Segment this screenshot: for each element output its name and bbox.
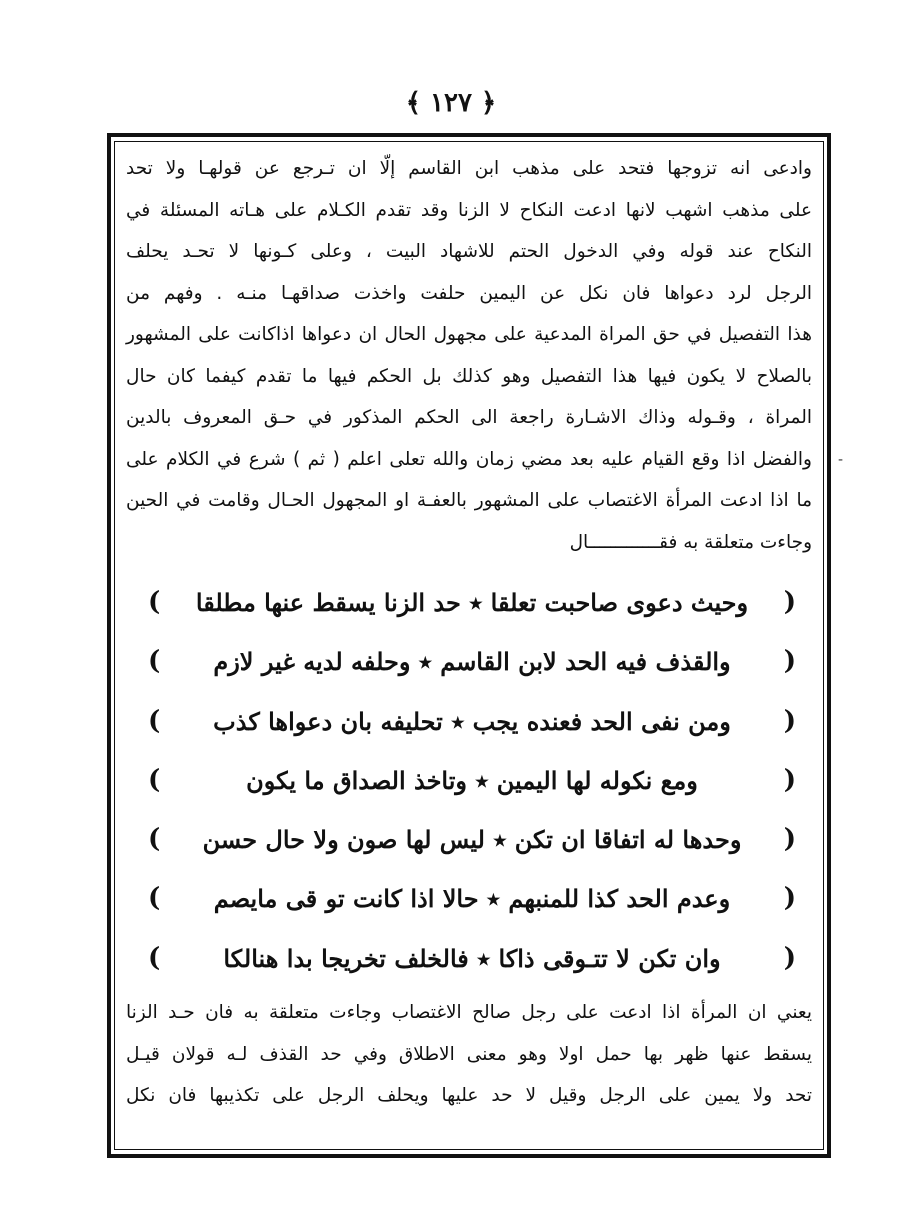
- close-paren: ): [148, 764, 161, 795]
- open-paren: (: [783, 883, 796, 914]
- verse-line: [120, 573, 818, 632]
- prose-line: بالصلاح لا يكون فيها هذا التفصيل وهو كذلك بل الحكم فيها ما تقدم كيفما كان حال: [126, 365, 812, 387]
- verse-text: وحدها له اتفاقا ان تكن ٭ ليس لها صون ولا حال حسن: [202, 825, 742, 855]
- verse-block: [120, 563, 818, 988]
- verse-line: [120, 751, 818, 810]
- prose-line: والفضل اذا وقع القيام عليه بعد مضي زمان والله تعلى اعلم ( ثم ) شرع في الكلام على: [126, 448, 812, 470]
- close-paren: ): [148, 705, 161, 736]
- close-paren: ): [148, 587, 161, 617]
- page-content: [120, 148, 818, 1144]
- close-paren: ): [148, 883, 161, 914]
- verse-text: ومع نكوله لها اليمين ٭ وتاخذ الصداق ما يكون: [246, 765, 698, 795]
- open-paren: (: [783, 824, 796, 855]
- prose-line: وجاءت متعلقة به فقـــــــــــــال: [569, 531, 812, 553]
- open-paren: (: [783, 942, 796, 973]
- close-paren: ): [148, 942, 161, 973]
- prose-line: النكاح عند قوله وفي الدخول الحتم للاشهاد البيت ، وعلى كـونها لا تحـد يحلف: [126, 241, 812, 262]
- verse-text: وحيث دعوى صاحبت تعلقا ٭ حد الزنا يسقط عنها مطلقا: [195, 588, 749, 617]
- prose-line: وادعى انه تزوجها فتحد على مذهب ابن القاسم إلّا ان تـرجع عن قولهـا ولا تحد: [126, 158, 812, 179]
- close-paren: ): [148, 646, 161, 677]
- open-paren: (: [783, 705, 796, 736]
- prose-line: المراة ، وقـوله وذاك الاشـارة راجعة الى الحكم المذكور في حـق المعروف بالدين: [126, 407, 812, 428]
- commentary-bottom: [120, 988, 818, 1117]
- verse-line: [120, 632, 818, 691]
- verse-line: [120, 810, 818, 869]
- close-paren: ): [148, 824, 161, 855]
- prose-line: يعني ان المرأة اذا ادعت على رجل صالح الاغتصاب وجاءت متعلقة به فان حـد الزنا: [126, 1002, 812, 1024]
- margin-mark: -: [838, 452, 844, 468]
- open-paren: (: [783, 764, 796, 795]
- verse-text: والقذف فيه الحد لابن القاسم ٭ وحلفه لديه غير لازم: [213, 647, 731, 677]
- prose-line: يسقط عنها ظهر بها حمل اولا وهو معنى الاطلاق وفي حد القذف لـه قولان قيـل: [126, 1043, 812, 1065]
- verse-line: [120, 929, 818, 988]
- open-paren: (: [783, 587, 796, 617]
- prose-line: تحد ولا يمين على الرجل وقيل لا حد عليها ويحلف الرجل على تكذيبها فان نكل: [126, 1085, 812, 1107]
- verse-text: وعدم الحد كذا للمنبهم ٭ حالا اذا كانت تو قى مايصم: [213, 884, 731, 914]
- verse-line: [120, 869, 818, 928]
- prose-line: هذا التفصيل في حق المراة المدعية على مجهول الحال ان دعواها اذاكانت على المشهور: [126, 324, 812, 345]
- prose-line: ما اذا ادعت المرأة الاغتصاب على المشهور بالعفـة او المجهول الحـال وقامت في الحين: [126, 490, 812, 511]
- prose-line: الرجل لرد دعواها فان نكل عن اليمين حلفت واخذت صداقهـا منـه . وفهم من: [126, 282, 812, 304]
- page-number: ﴿ ١٢٧ ﴾: [405, 88, 497, 118]
- commentary-top: [120, 148, 818, 563]
- open-paren: (: [783, 646, 796, 677]
- verse-text: وان تكن لا تتـوقى ذاكا ٭ فالخلف تخريجا بدا هنالكا: [223, 943, 721, 973]
- verse-text: ومن نفى الحد فعنده يجب ٭ تحليفه بان دعواها كذب: [213, 706, 731, 736]
- prose-line: على مذهب اشهب لانها ادعت النكاح لا الزنا وقد تقدم الكـلام على هـاته المسئلة في: [126, 199, 812, 221]
- verse-line: [120, 692, 818, 751]
